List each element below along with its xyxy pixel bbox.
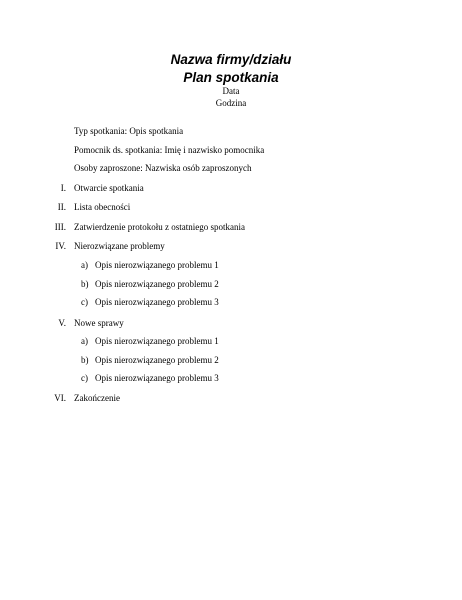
- agenda-number: IV.: [55, 241, 66, 251]
- agenda-number: V.: [58, 318, 66, 328]
- sub-item: Opis nierozwiązanego problemu 3: [95, 373, 219, 383]
- company-name: Nazwa firmy/działu: [170, 52, 292, 67]
- meeting-type: Typ spotkania: Opis spotkania: [74, 126, 184, 136]
- agenda-item-opening: Otwarcie spotkania: [74, 183, 144, 193]
- agenda-item-attendance: Lista obecności: [74, 202, 131, 212]
- agenda-item-closing: Zakończenie: [74, 393, 120, 403]
- meeting-assistant: Pomocnik ds. spotkania: Imię i nazwisko pomocnika: [74, 145, 265, 155]
- agenda-item-new-business: Nowe sprawy: [74, 318, 124, 328]
- agenda-number: VI.: [54, 393, 66, 403]
- sub-item-marker: b): [81, 355, 89, 365]
- sub-item-marker: c): [81, 373, 88, 383]
- agenda-number: II.: [57, 202, 66, 212]
- sub-item-marker: a): [81, 260, 88, 270]
- sub-item: Opis nierozwiązanego problemu 1: [95, 336, 219, 346]
- agenda-item-unresolved: Nierozwiązane problemy: [74, 241, 165, 251]
- agenda-item-minutes-approval: Zatwierdzenie protokołu z ostatniego spotkania: [74, 222, 245, 232]
- sub-item-marker: c): [81, 297, 88, 307]
- sub-item: Opis nierozwiązanego problemu 2: [95, 355, 219, 365]
- page-title: Plan spotkania: [183, 70, 279, 85]
- sub-item-marker: a): [81, 336, 88, 346]
- meeting-date: Data: [222, 86, 240, 96]
- sub-item: Opis nierozwiązanego problemu 2: [95, 279, 219, 289]
- invited-people: Osoby zaproszone: Nazwiska osób zaproszonych: [74, 163, 252, 173]
- sub-item-marker: b): [81, 279, 89, 289]
- agenda-number: III.: [54, 222, 66, 232]
- sub-item: Opis nierozwiązanego problemu 3: [95, 297, 219, 307]
- agenda-number: I.: [60, 183, 66, 193]
- sub-item: Opis nierozwiązanego problemu 1: [95, 260, 219, 270]
- meeting-time: Godzina: [215, 98, 247, 108]
